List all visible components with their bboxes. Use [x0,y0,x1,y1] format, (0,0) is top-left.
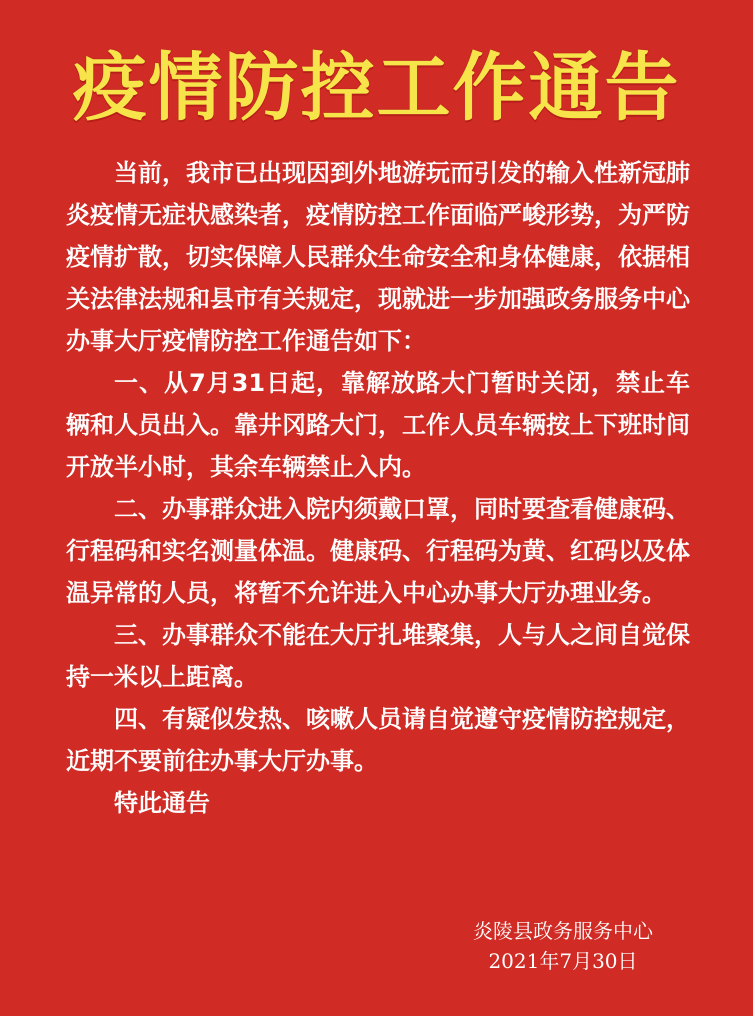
issuer-name: 炎陵县政务服务中心 [473,919,653,943]
issue-date: 2021年7月30日 [488,949,638,973]
notice-paragraph-2: 二、办事群众进入院内须戴口罩，同时要查看健康码、行程码和实名测量体温。健康码、行程码为黄、红码以及体温异常的人员，将暂不允许进入中心办事大厅办理业务。 [66,495,690,607]
notice-signature [443,916,683,976]
notice-paragraph-1: 一、从7月31日起，靠解放路大门暂时关闭，禁止车辆和人员出入。靠井冈路大门，工作人员车辆按上下班时间开放半小时，其余车辆禁止入内。 [66,369,690,481]
notice-body [66,152,690,824]
notice-paragraph-intro: 当前，我市已出现因到外地游玩而引发的输入性新冠肺炎疫情无症状感染者，疫情防控工作面临严峻形势，为严防疫情扩散，切实保障人民群众生命安全和身体健康，依据相关法律法规和县市有关规定，现就进一步加强政务服务中心办事大厅疫情防控工作通告如下： [66,159,690,355]
notice-paragraph-3: 三、办事群众不能在大厅扎堆聚集，人与人之间自觉保持一米以上距离。 [66,621,690,691]
notice-closing: 特此通告 [114,789,210,817]
notice-paragraph-4: 四、有疑似发热、咳嗽人员请自觉遵守疫情防控规定，近期不要前往办事大厅办事。 [66,705,690,775]
notice-title: 疫情防控工作通告 [72,45,681,131]
